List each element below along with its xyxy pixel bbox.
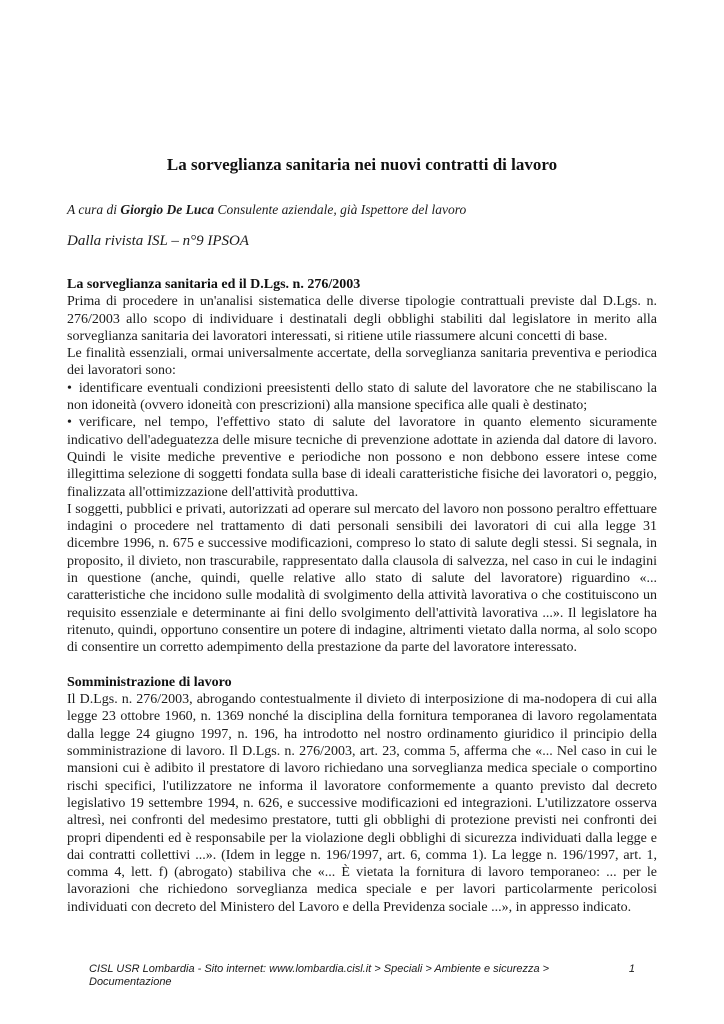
byline-suffix: Consulente aziendale, già Ispettore del lavoro [214,202,467,217]
byline-author: Giorgio De Luca [120,202,215,217]
byline-prefix: A cura di [67,202,121,217]
page-number: 1 [628,963,635,975]
page-footer [89,963,635,989]
bullet-item-identificare [67,380,657,415]
source-line: Dalla rivista ISL – n°9 IPSOA [67,233,249,249]
section-heading-somministrazione: Somministrazione di lavoro [67,674,232,690]
bullet-icon: • [67,415,72,431]
section-heading-sorveglianza-sanitaria: La sorveglianza sanitaria ed il D.Lgs. n. 276/2003 [67,277,361,292]
paragraph-soggetti: I soggetti, pubblici e privati, autorizzati ad operare sul mercato del lavoro non possono peraltro effettuare indagini o procedere nel trattamento di dati personali sensibili dei lavoratori di cui alla legge 31 dicembre 1996, n. 675 e successive modificazioni, compreso lo stato di salute degli stessi. Si segnala, in proposito, il divieto, non trascurabile, rappresentato dalla clausola di salvezza, nel caso in cui le indagini in questione (anche, quindi, quelle relative allo stato di salute del lavoratore) riguardino «... caratteristiche che incidono sulle modalità di svolgimento della attività lavorativa o che costituiscono un requisito essenziale e determinante ai fini dello svolgimento dell'attività lavorativa ...». Il legislatore ha ritenuto, quindi, opportuno consentire un potere di indagine, altrimenti vietato dalla norma, al solo scopo di consentire un corretto adempimento della prestazione da parte del lavoratore interessato. [67,501,657,656]
paragraph-finalita: Le finalità essenziali, ormai universalmente accertate, della sorveglianza sanitaria preventiva e periodica dei lavoratori sono: [67,346,657,379]
bullet-text: verificare, nel tempo, l'effettivo stato di salute del lavoratore in quanto elemento sicuramente indicativo dell'adeguatezza delle misure tecniche di prevenzione adottate in azienda dal datore di lavoro. Quindi le visite mediche preventive e periodiche non possono e non debbono essere intese come illegittima selezione di soggetti fondata sulla base di ideali caratteristiche fisiche dei lavoratori o, peggio, finalizzata all'ottimizzazione dell'attività produttiva. [67,415,657,500]
bullet-item-verificare [67,414,657,500]
bullet-text: identificare eventuali condizioni preesistenti dello stato di salute del lavoratore che ne stabiliscano la non idoneità (ovvero idoneità con prescrizioni) alla mansione specifica alle quali è destinato; [67,380,657,414]
bullet-icon: • [67,380,72,396]
paragraph-intro: Prima di procedere in un'analisi sistematica delle diverse tipologie contrattuali previste dal D.Lgs. n. 276/2003 allo scopo di individuare i destinatali degli obblighi stabiliti dal legislatore in merito alla sorveglianza sanitaria dei lavoratori interessati, si ritiene utile riassumere alcuni concetti di base. [67,294,657,344]
paragraph-somministrazione: Il D.Lgs. n. 276/2003, abrogando contestualmente il divieto di interposizione di ma-nodopera di cui alla legge 23 ottobre 1960, n. 1369 nonché la disciplina della fornitura temporanea di lavoro regolamentata dalla legge 24 giugno 1997, n. 196, ha introdotto nel nostro ordinamento giuridico il principio della somministrazione di lavoro. Il D.Lgs. n. 276/2003, art. 23, comma 5, afferma che «... Nel caso in cui le mansioni cui è adibito il prestatore di lavoro richiedano una sorveglianza medica speciale o comportino rischi specifici, l'utilizzatore ne informa il lavoratore conformemente a quanto previsto dal decreto legislativo 19 settembre 1994, n. 626, e successive modificazioni ed integrazioni. L'utilizzatore osserva altresì, nei confronti del medesimo prestatore, tutti gli obblighi di protezione previsti nei confronti dei propri dipendenti ed è responsabile per la violazione degli obblighi di sicurezza individuati dalla legge e dai contratti collettivi ...». (Idem in legge n. 196/1997, art. 6, comma 1). La legge n. 196/1997, art. 1, comma 4, lett. f) (abrogato) stabiliva che «... È vietata la fornitura di lavoro temporaneo: ... per le lavorazioni che richiedono sorveglianza medica speciale e per lavori particolarmente pericolosi individuati con decreto del Ministero del Lavoro e della Previdenza sociale ...», in appresso indicato. [67,692,657,915]
document-title: La sorveglianza sanitaria nei nuovi contratti di lavoro [166,155,558,174]
footer-text: CISL USR Lombardia - Sito internet: www.lombardia.cisl.it > Speciali > Ambiente e sicurezza > Documentazione [89,963,550,988]
byline [67,201,657,218]
